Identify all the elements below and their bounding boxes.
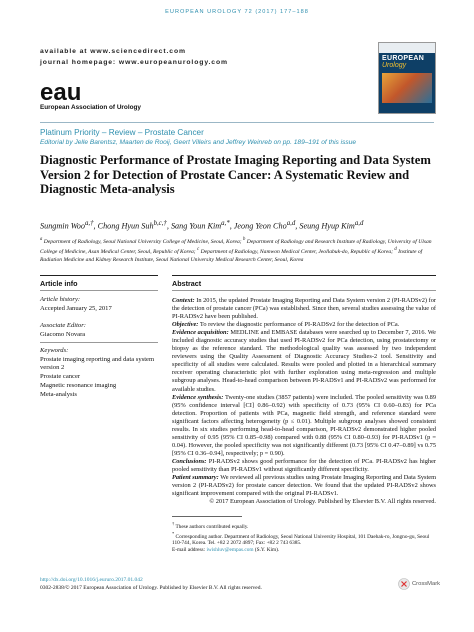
- article-info-rule: [40, 275, 158, 276]
- abstract-heading: Abstract: [172, 279, 202, 288]
- author-sup: a,d: [286, 220, 296, 227]
- abstract-body: [172, 297, 436, 506]
- journal-homepage-link[interactable]: journal homepage: www.europeanurology.com: [40, 59, 228, 66]
- author-sup: a,*: [221, 220, 230, 227]
- keyword: Magnetic resonance imaging: [40, 381, 117, 389]
- header-divider: [40, 122, 434, 123]
- associate-editor: Associate Editor: Giacomo Novara: [40, 322, 86, 338]
- eau-logo-subtitle: European Association of Urology: [40, 104, 141, 111]
- doi-link[interactable]: http://dx.doi.org/10.1016/j.eururo.2017.01.042: [40, 577, 143, 583]
- issn-line: 0302-2838/© 2017 European Association of Urology. Published by Elsevier B.V. All rights reserved.: [40, 584, 262, 591]
- eau-logo-mark: eau: [40, 80, 82, 104]
- crossmark-badge[interactable]: [398, 578, 440, 590]
- editorial-note[interactable]: Editorial by Jelle Barentsz, Maarten de Rooij, Geert Villeirs and Jeffrey Weinreb on pp. 189–191 of this issue: [40, 139, 357, 146]
- footnote-email: E-mail address: iwishluv@empas.com (S.Y. Kim).: [172, 547, 280, 554]
- keyword: Prostate cancer: [40, 373, 81, 381]
- journal-header: EUROPEAN UROLOGY 72 (2017) 177–188: [165, 9, 309, 15]
- author-name: Chong Hyun Suh: [97, 221, 154, 231]
- cover-subtitle: Urology: [382, 62, 407, 69]
- abstract-copyright: © 2017 European Association of Urology. Published by Elsevier B.V. All rights reserved.: [209, 498, 436, 506]
- eau-logo-icon: [40, 80, 100, 104]
- abstract-conclusions: Conclusions: PI-RADSv2 shows good performance for the detection of PCa. PI-RADSv2 has higher pooled sensitivity than PI-RADSv1 without significantly different specificity.: [172, 457, 436, 473]
- author-sup: a,d: [354, 220, 364, 227]
- availability-block: [40, 46, 228, 68]
- footnotes: [172, 521, 436, 554]
- cover-title: EUROPEAN: [382, 55, 425, 62]
- author-sup: b,c,†: [153, 220, 167, 227]
- author-list: Sungmin Woo$^{a,\dagger}$, Chong Hyun Suh$^{b,c,\dagger}$, Sang Youn Kim$^{a,*}$, Jeong Yeon Cho$^{a,d}$, Seung Hyup Kim$^{a,d}$: [40, 220, 364, 231]
- abstract-context: Context: In 2015, the updated Prostate Imaging Reporting and Data System version 2 (PI-RADSv2) for the detection of prostate cancer (PCa) was established. Since then, several studies assessing the value of PI-RADSv2 have been published.: [172, 297, 436, 321]
- abstract-evidence-synthesis: Evidence synthesis: Twenty-one studies (3857 patients) were included. The pooled sensitivity was 0.89 (95% confidence interval [CI] 0.86–0.92) with specificity of 0.73 (95% CI 0.60–0.83) for PCa detection. Proportion of patients with PCa, magnetic field strength, and reference standard were significant factors affecting heterogeneity (p ≤ 0.01). Multiple subgroup analyses showed consistent results. In six studies performing head-to-head comparison, PI-RADSv2 demonstrated higher pooled sensitivity of 0.95 (95% CI 0.85–0.98) compared with 0.88 (95% CI 0.80–0.93) for PI-RADSv1 (p = 0.04). However, the pooled specificity was not significantly different (0.73 [95% CI 0.47–0.89] vs 0.75 [95% CI 0.36–0.94], respectively; p = 0.90).: [172, 393, 436, 457]
- keywords: Keywords: Prostate imaging reporting and data system version 2 Prostate cancer Magnetic resonance imaging Meta-analysis: [40, 347, 158, 399]
- article-title: Diagnostic Performance of Prostate Imaging Reporting and Data System Version 2 for Detection of Prostate Cancer: A Systematic Review and Diagnostic Meta-analysis: [40, 153, 431, 196]
- article-category: Platinum Priority – Review – Prostate Cancer: [40, 128, 204, 137]
- abstract-evidence-acquisition: Evidence acquisition: MEDLINE and EMBASE databases were searched up to December 7, 2016. We included diagnostic accuracy studies that used PI-RADSv2 for PCa detection, using prostatectomy or biopsy as the reference standard. The methodological quality was assessed by two independent reviewers using the Quality Assessment of Diagnostic Accuracy Studies-2 tool. Sensitivity and specificity of all studies were calculated. Results were pooled and plotted in a hierarchical summary receiver operating characteristic plot with further exploration using meta-regression and multiple subgroup analyses. Head-to-head comparison between PI-RADSv1 and PI-RADSv2 was performed for available studies.: [172, 329, 437, 393]
- email-link[interactable]: iwishluv@empas.com: [206, 547, 254, 554]
- author-name: Sungmin Woo: [40, 221, 85, 231]
- author-name: Seung Hyup Kim: [299, 221, 355, 231]
- keyword: Meta-analysis: [40, 390, 77, 398]
- crossmark-label: CrossMark: [412, 581, 441, 587]
- abstract-patient-summary: Patient summary: We reviewed all previous studies using Prostate Imaging Reporting and Data System version 2 (PI-RADSv2) for prostate cancer detection. We found that the updated PI-RADSv2 shows significant improvement compared with the original PI-RADSv1.: [172, 474, 436, 498]
- author-name: Sang Youn Kim: [170, 221, 222, 231]
- article-history: Article history: Accepted January 25, 2017: [40, 296, 112, 312]
- author-sup: a,†: [84, 220, 94, 227]
- article-info-heading: Article info: [40, 279, 78, 288]
- footnote-corresponding: * Corresponding author. Department of Radiology, Seoul National University Hospital, 101 Daehak-ro, Jongno-gu, Seoul 110-744, Korea. Tel. +82 2 2072 4897; Fax: +82 2 743 6385.: [172, 530, 430, 547]
- sciencedirect-link[interactable]: available at www.sciencedirect.com: [40, 48, 186, 55]
- journal-cover-image: [378, 42, 436, 114]
- keyword: Prostate imaging reporting and data system version 2: [40, 355, 155, 372]
- footnote-equal-contribution: † These authors contributed equally.: [172, 521, 249, 530]
- abstract-objective: Objective: To review the diagnostic performance of PI-RADSv2 for the detection of PCa.: [172, 321, 400, 329]
- affiliations: $^a$ Department of Radiology, Seoul National University College of Medicine, Seoul, Korea; $^b$ Department of Radiology and Research Institute of Radiology, University of Ulsan College of Medicine, Asan Medical Center, Seoul, Republic of Korea; $^c$ Department of Radiology, Namwon Medical Center, Jeollabuk-do, Republic of Korea; $^d$ Institute of Radiation Medicine and Kidney Research Institute, Seoul National University Medical Research Center, Seoul, Korea: [40, 237, 432, 263]
- abstract-rule: [172, 275, 436, 276]
- footer-info: [40, 577, 262, 592]
- crossmark-icon: [398, 578, 410, 590]
- author-name: Jeong Yeon Cho: [233, 221, 287, 231]
